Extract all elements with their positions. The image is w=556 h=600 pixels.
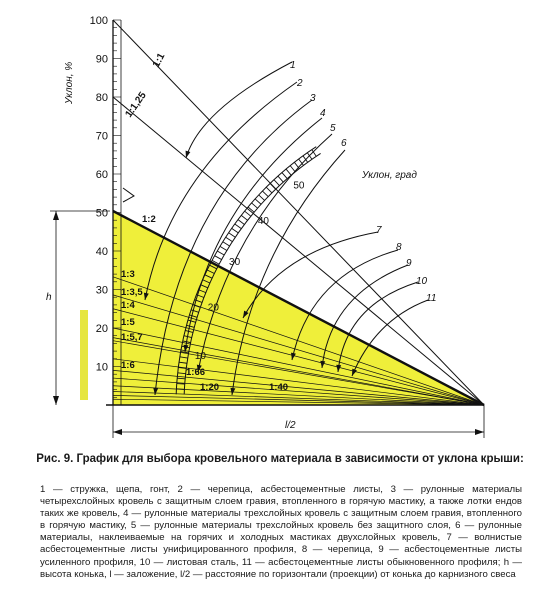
slope-label: 1:1,25 <box>123 90 149 120</box>
curve-number: 10 <box>416 276 428 287</box>
ruler-tick-label: 70 <box>95 130 108 143</box>
angle-tick <box>241 215 247 220</box>
curve-number: 7 <box>376 225 382 236</box>
angle-tick <box>262 191 268 197</box>
slope-label: 1:1 <box>150 51 168 70</box>
l-dimension <box>113 405 484 438</box>
slope-label: 1:2 <box>142 214 156 225</box>
ridge-mark <box>123 188 134 202</box>
figure-title: График для выбора кровельного материала в зависимости от уклона крыши: <box>76 453 524 465</box>
angle-tick <box>286 169 291 175</box>
slope-label: 1:20 <box>200 382 220 393</box>
angle-tick-label: 30 <box>229 257 241 268</box>
angle-tick <box>294 162 299 168</box>
angle-tick-label: 20 <box>207 302 219 314</box>
curve-number: 3 <box>310 93 316 104</box>
angle-tick <box>226 237 233 241</box>
angle-tick <box>235 224 241 229</box>
angle-tick <box>290 166 295 172</box>
curve-number: 9 <box>406 258 412 269</box>
angle-tick <box>270 183 276 189</box>
angle-tick <box>274 180 279 186</box>
angle-tick <box>220 246 227 250</box>
curve-number: 2 <box>297 78 303 89</box>
ruler-tick-label: 40 <box>95 246 108 258</box>
slope-label: 1:3,5 <box>121 287 143 298</box>
angle-tick <box>252 203 258 208</box>
material-curve <box>186 62 292 158</box>
slope-label: 1:6 <box>121 360 135 371</box>
curve-number: 1 <box>290 60 296 71</box>
curve-number: 8 <box>396 242 402 253</box>
angle-tick <box>278 176 283 182</box>
left-axis-title: Уклон, % <box>64 61 75 104</box>
angle-tick <box>223 242 230 246</box>
ruler-tick-label: 50 <box>95 207 108 220</box>
slope-label: 1:40 <box>269 382 289 393</box>
figure-legend: 1 — стружка, щепа, гонт, 2 — черепица, асбестоцементные листы, 3 — рулонные материалы четырехслойных кровель с защитным слоем гравия, втопленного в горячую мастику, а также лотки ендов таких же кровель, 4 — рулонные материалы трехслойных кровель с защитным слоем гравия, втопленного в горячую мастику, 5 — рулонные материалы трехслойных кровель без защитного слоя, 6 — рулонные материалы, наклеиваемые на горячих и холодных мастиках двухслойных кровель, 7 — волнистые асбестоцементные листы унифицированного профиля, 8 — черепица, 9 — асбестоцементные листы усиленного профиля, 10 — листовая сталь, 11 — асбестоцементные листы обыкновенного профиля; h — высота конька, l — заложение, l/2 — расстояние по горизонтали (проекции) от конька до карнизного свеса <box>40 484 522 580</box>
slope-label: 1:3 <box>121 269 135 280</box>
ruler-tick-label: 10 <box>95 361 108 374</box>
angle-tick <box>259 195 265 200</box>
angle-tick <box>282 173 287 179</box>
angle-title: Уклон, град <box>362 170 417 181</box>
angle-tick <box>229 233 236 237</box>
angle-tick-label: 10 <box>194 350 206 362</box>
ruler-tick-label: 60 <box>95 169 108 181</box>
h-dimension <box>46 211 110 405</box>
accent-bar <box>80 310 88 400</box>
curve-arrowhead <box>186 151 191 158</box>
slope-label: 1:4 <box>121 300 135 311</box>
h-label: h <box>46 292 52 303</box>
angle-tick <box>217 251 224 255</box>
ruler-tick-label: 80 <box>95 92 108 104</box>
curve-number: 4 <box>320 108 326 119</box>
angle-tick-label: 50 <box>293 180 305 192</box>
caption-title <box>30 452 530 467</box>
angle-tick <box>238 220 244 225</box>
angle-tick <box>245 211 251 216</box>
angle-tick <box>215 256 222 260</box>
angle-tick-label: 40 <box>257 215 269 227</box>
ruler-tick-label: 90 <box>95 53 108 66</box>
figure-number: Рис. 9. <box>36 453 74 465</box>
curve-numbers <box>290 60 436 304</box>
slope-label: 1:66 <box>186 367 206 378</box>
angle-tick <box>232 228 239 233</box>
curve-number: 5 <box>330 123 336 134</box>
l-half-label: l/2 <box>285 420 296 431</box>
ruler-tick-label: 20 <box>95 323 108 335</box>
angle-tick <box>255 199 261 204</box>
curve-number: 6 <box>341 138 347 149</box>
slope-label: 1:5,7 <box>121 332 143 343</box>
angle-tick <box>177 384 185 385</box>
ruler-tick-label: 100 <box>89 15 108 27</box>
curve-number: 11 <box>426 293 437 304</box>
angle-tick <box>266 187 272 193</box>
ruler-tick-label: 30 <box>95 284 108 297</box>
slope-label: 1:5 <box>121 317 135 328</box>
